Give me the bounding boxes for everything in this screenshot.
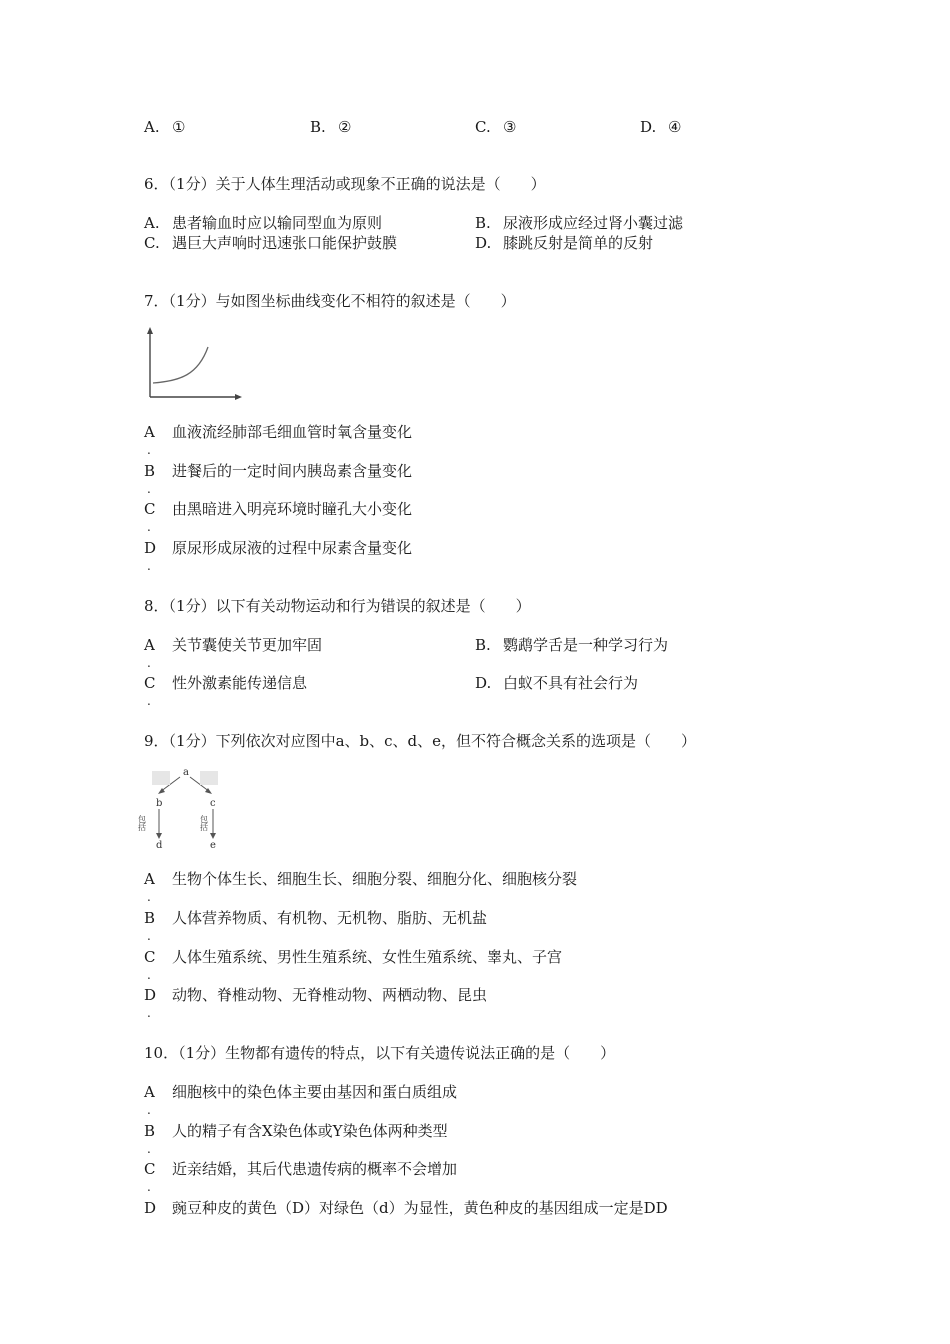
y-axis-arrow xyxy=(147,327,153,334)
q5-option-d-letter: D. xyxy=(640,118,657,136)
q7-option-c-letter: C xyxy=(144,500,156,518)
q7-option-a-dot: . xyxy=(147,443,151,457)
q6-option-d-letter: D. xyxy=(475,234,492,252)
q10-option-c-dot: . xyxy=(147,1180,151,1194)
q10-stem: 10．（1分）生物都有遗传的特点，以下有关遗传说法正确的是（ ） xyxy=(144,1044,616,1062)
edge-label-left: 包括 xyxy=(137,815,147,831)
q6-stem: 6．（1分）关于人体生理活动或现象不正确的说法是（ ） xyxy=(144,175,546,193)
q6-option-a-letter: A. xyxy=(144,214,160,232)
q9-option-d-letter: D xyxy=(144,986,157,1004)
q7-option-b-letter: B xyxy=(144,462,156,480)
q6-option-a-text: 患者输血时应以输同型血为原则 xyxy=(172,214,383,232)
q10-option-a-dot: . xyxy=(147,1103,151,1117)
q8-option-c-dot: . xyxy=(147,694,151,708)
q9-option-b-dot: . xyxy=(147,929,151,943)
q7-option-a-text: 血液流经肺部毛细血管时氧含量变化 xyxy=(172,423,413,441)
q9-option-d-text: 动物、脊椎动物、无脊椎动物、两栖动物、昆虫 xyxy=(172,986,488,1004)
node-e: e xyxy=(210,840,216,851)
q9-option-c-dot: . xyxy=(147,968,151,982)
q10-option-b-dot: . xyxy=(147,1142,151,1156)
q10-option-c-letter: C xyxy=(144,1160,156,1178)
q8-stem: 8．（1分）以下有关动物运动和行为错误的叙述是（ ） xyxy=(144,597,531,615)
q8-option-a-text: 关节囊使关节更加牢固 xyxy=(172,636,323,654)
q10-option-b-letter: B xyxy=(144,1122,156,1140)
q10-option-d-letter: D xyxy=(144,1199,157,1217)
q9-option-a-letter: A xyxy=(144,870,155,888)
q6-option-b-letter: B. xyxy=(475,214,491,232)
q10-option-d-text: 豌豆种皮的黄色（D）对绿色（d）为显性，黄色种皮的基因组成一定是DD xyxy=(172,1199,668,1217)
q6-option-c-text: 遇巨大声响时迅速张口能保护鼓膜 xyxy=(172,234,398,252)
q7-option-d-text: 原尿形成尿液的过程中尿素含量变化 xyxy=(172,539,413,557)
node-b: b xyxy=(156,798,163,809)
q8-option-d-letter: D. xyxy=(475,674,492,692)
q5-option-d-text: ④ xyxy=(668,118,682,136)
q7-option-c-dot: . xyxy=(147,520,151,534)
q9-option-d-dot: . xyxy=(147,1006,151,1020)
q6-option-d-text: 膝跳反射是简单的反射 xyxy=(503,234,654,252)
q9-option-b-letter: B xyxy=(144,909,156,927)
q8-option-b-text: 鹦鹉学舌是一种学习行为 xyxy=(503,636,669,654)
q7-option-a-letter: A xyxy=(144,423,155,441)
q8-option-c-text: 性外激素能传递信息 xyxy=(172,674,308,692)
q8-option-a-dot: . xyxy=(147,656,151,670)
q5-option-c-text: ③ xyxy=(503,118,517,136)
q7-option-c-text: 由黑暗进入明亮环境时瞳孔大小变化 xyxy=(172,500,413,518)
q10-option-a-text: 细胞核中的染色体主要由基因和蛋白质组成 xyxy=(172,1083,458,1101)
x-axis-arrow xyxy=(235,394,242,400)
q10-option-a-letter: A xyxy=(144,1083,155,1101)
q10-option-b-text: 人的精子有含X染色体或Y染色体两种类型 xyxy=(172,1122,448,1140)
q5-option-b-letter: B. xyxy=(310,118,326,136)
q5-option-c-letter: C. xyxy=(475,118,491,136)
q9-option-c-text: 人体生殖系统、男性生殖系统、女性生殖系统、睾丸、子宫 xyxy=(172,948,563,966)
rising-curve xyxy=(153,347,208,383)
q8-option-c-letter: C xyxy=(144,674,156,692)
node-d: d xyxy=(156,840,163,851)
q7-option-d-dot: . xyxy=(147,559,151,573)
q9-option-a-text: 生物个体生长、细胞生长、细胞分裂、细胞分化、细胞核分裂 xyxy=(172,870,578,888)
q9-option-a-dot: . xyxy=(147,890,151,904)
q7-option-b-text: 进餐后的一定时间内胰岛素含量变化 xyxy=(172,462,413,480)
q10-option-c-text: 近亲结婚，其后代患遗传病的概率不会增加 xyxy=(172,1160,458,1178)
q9-concept-diagram xyxy=(137,765,230,851)
edge-label-right: 包括 xyxy=(199,815,209,831)
node-c: c xyxy=(210,798,216,809)
q9-option-b-text: 人体营养物质、有机物、无机物、脂肪、无机盐 xyxy=(172,909,488,927)
node-a: a xyxy=(183,767,189,778)
q9-option-c-letter: C xyxy=(144,948,156,966)
q6-option-b-text: 尿液形成应经过肾小囊过滤 xyxy=(503,214,684,232)
q5-option-a-text: ① xyxy=(172,118,186,136)
q7-option-b-dot: . xyxy=(147,482,151,496)
q7-option-d-letter: D xyxy=(144,539,157,557)
q5-option-a-letter: A. xyxy=(144,118,160,136)
q9-stem: 9．（1分）下列依次对应图中a、b、c、d、e，但不符合概念关系的选项是（ ） xyxy=(144,732,697,750)
q8-option-a-letter: A xyxy=(144,636,155,654)
q6-option-c-letter: C. xyxy=(144,234,160,252)
q8-option-d-text: 白蚁不具有社会行为 xyxy=(503,674,639,692)
q7-stem: 7．（1分）与如图坐标曲线变化不相符的叙述是（ ） xyxy=(144,292,516,310)
q8-option-b-letter: B. xyxy=(475,636,491,654)
q5-option-b-text: ② xyxy=(338,118,352,136)
q7-curve-graph xyxy=(140,325,246,403)
